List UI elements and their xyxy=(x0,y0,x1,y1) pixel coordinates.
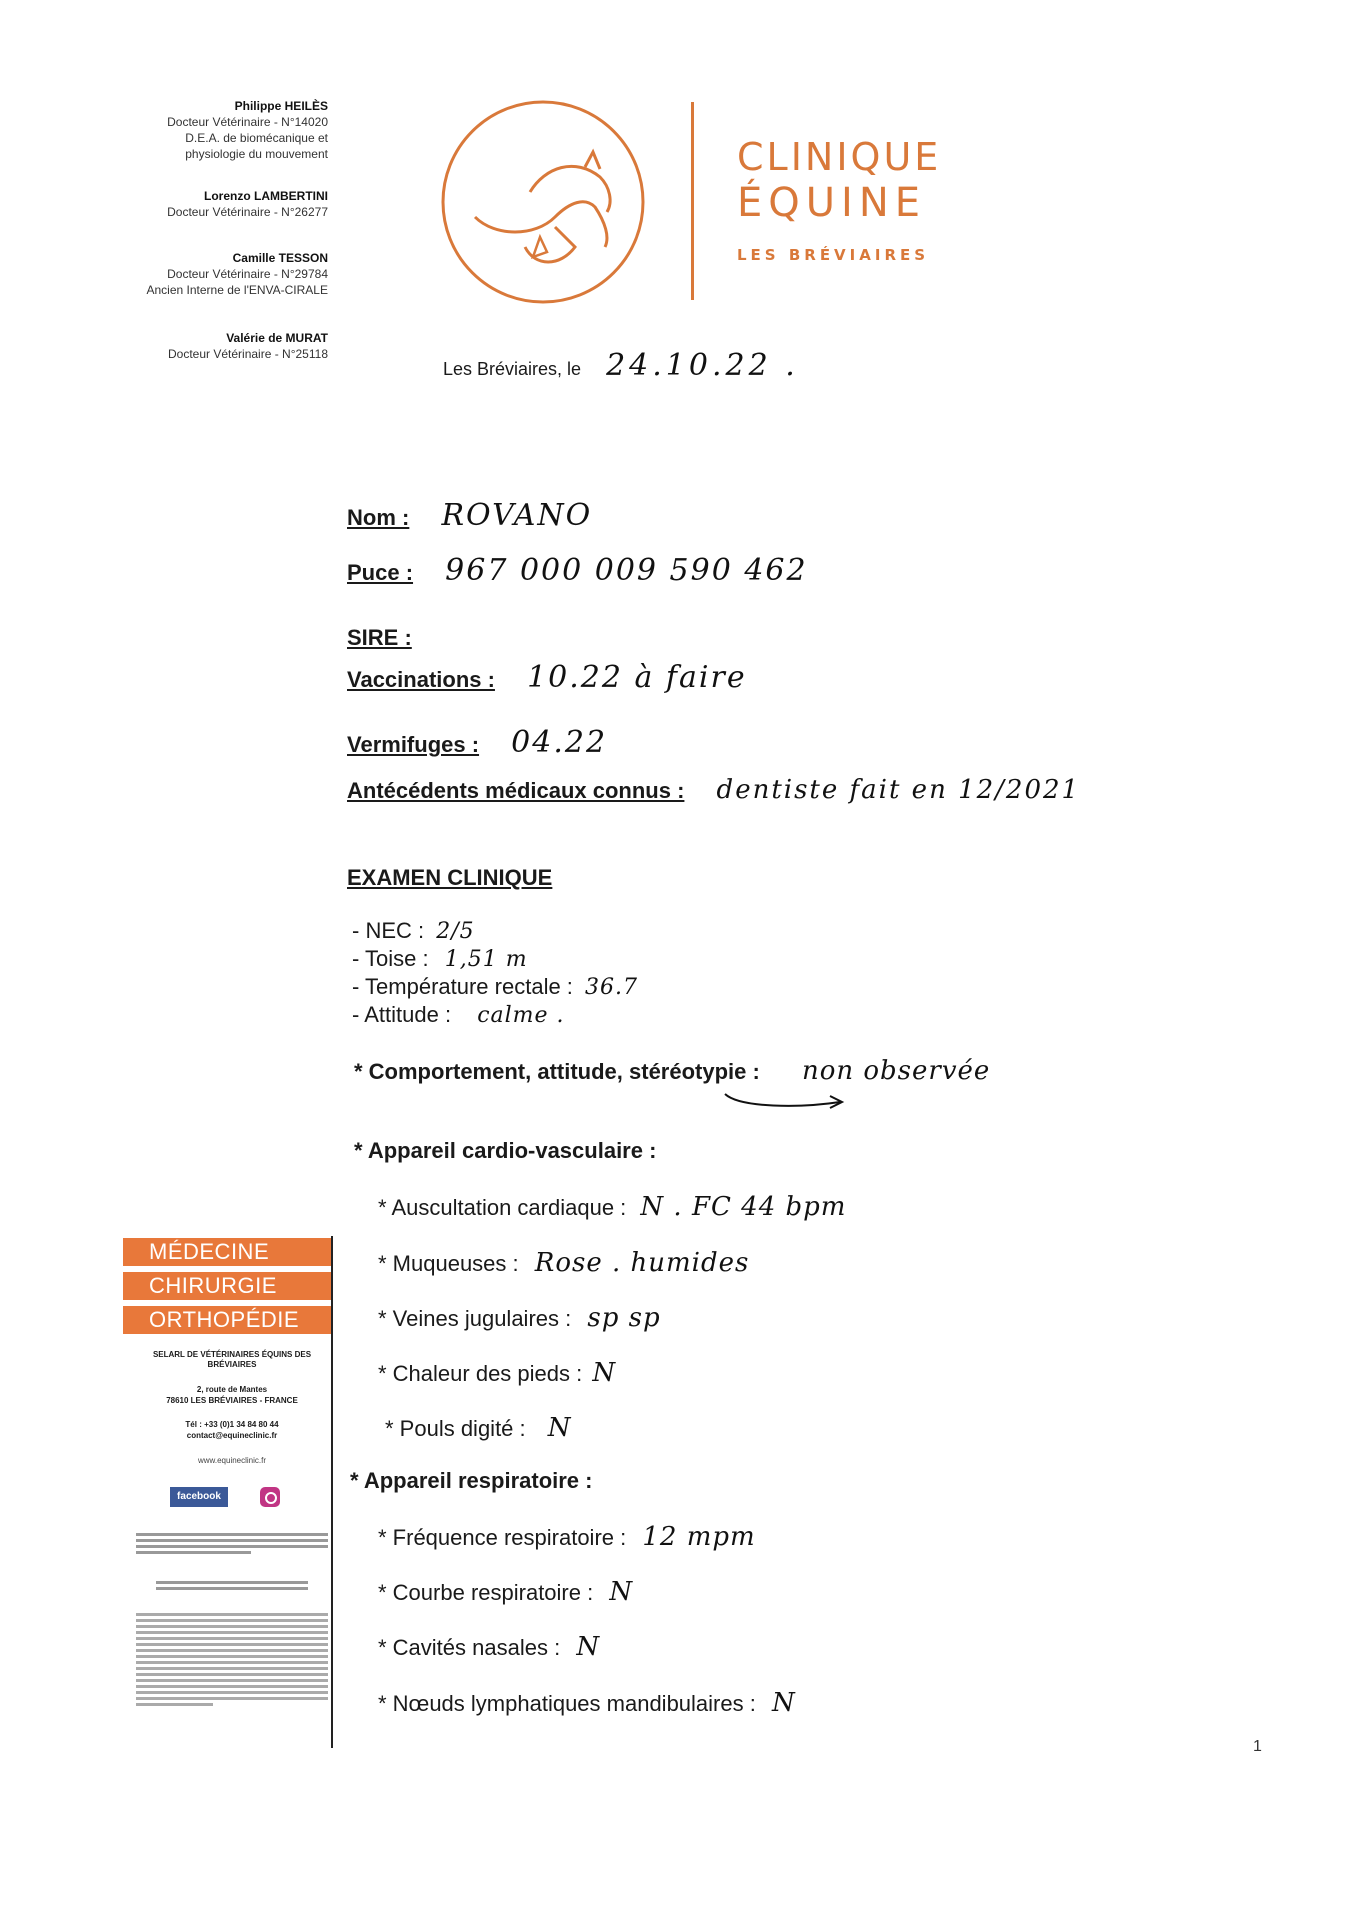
doctor-name: Lorenzo LAMBERTINI xyxy=(204,189,328,203)
auscultation-label: * Auscultation cardiaque : xyxy=(378,1195,627,1220)
exam-toise xyxy=(352,946,528,972)
courbe-value: N xyxy=(609,1577,634,1607)
handwritten-arrow-icon xyxy=(720,1088,850,1114)
puce-label: Puce : xyxy=(347,560,414,585)
exam-title xyxy=(347,865,552,891)
clinic-name-line1: CLINIQUE xyxy=(737,135,942,179)
vaccinations-label: Vaccinations : xyxy=(347,667,495,692)
courbe-label: * Courbe respiratoire : xyxy=(378,1580,594,1605)
noeuds-label: * Nœuds lymphatiques mandibulaires : xyxy=(378,1691,756,1716)
sidebar-divider xyxy=(331,1236,333,1748)
chaleur-label: * Chaleur des pieds : xyxy=(378,1361,583,1386)
exam-noeuds xyxy=(378,1688,796,1718)
frequence-value: 12 mpm xyxy=(642,1522,756,1552)
doctor-line: Ancien Interne de l'ENVA-CIRALE xyxy=(146,283,328,297)
doctor-4 xyxy=(168,330,328,362)
pouls-label: * Pouls digité : xyxy=(385,1416,526,1441)
auscultation-value: N . FC 44 bpm xyxy=(640,1192,847,1222)
band-chirurgie: CHIRURGIE xyxy=(123,1272,331,1300)
doctor-2 xyxy=(167,188,328,220)
legal-notice-1 xyxy=(136,1530,328,1566)
doctor-line: Docteur Vétérinaire - N°14020 xyxy=(167,115,328,129)
doctor-1 xyxy=(167,98,328,162)
veines-value: sp sp xyxy=(587,1303,661,1333)
field-vermifuges xyxy=(347,725,607,760)
exam-comportement xyxy=(354,1056,990,1086)
legal-notice-3 xyxy=(136,1610,328,1740)
nom-value: ROVANO xyxy=(441,498,593,533)
nom-label: Nom : xyxy=(347,505,410,530)
nec-label: - NEC : xyxy=(352,918,425,943)
noeuds-value: N xyxy=(771,1688,796,1718)
exam-courbe xyxy=(378,1577,633,1607)
instagram-icon xyxy=(260,1487,280,1507)
doctor-name: Camille TESSON xyxy=(232,251,328,265)
pouls-value: N xyxy=(547,1413,572,1443)
exam-cavites xyxy=(378,1632,600,1662)
veines-label: * Veines jugulaires : xyxy=(378,1306,572,1331)
resp-title-text: * Appareil respiratoire : xyxy=(350,1468,593,1493)
address-line2: 78610 LES BRÉVIAIRES - FRANCE xyxy=(166,1396,298,1405)
cavites-label: * Cavités nasales : xyxy=(378,1635,561,1660)
comportement-value: non observée xyxy=(801,1056,991,1086)
exam-pouls xyxy=(385,1413,572,1443)
exam-auscultation xyxy=(378,1192,846,1222)
vaccinations-value: 10.22 à faire xyxy=(527,660,747,695)
sire-label: SIRE : xyxy=(347,625,412,650)
muqueuses-label: * Muqueuses : xyxy=(378,1251,519,1276)
clinic-name-line2: ÉQUINE xyxy=(737,180,927,226)
temperature-label: - Température rectale : xyxy=(352,974,573,999)
exam-nec xyxy=(352,918,475,944)
address-line1: 2, route de Mantes xyxy=(196,1385,268,1394)
vermifuges-value: 04.22 xyxy=(511,725,608,760)
date-label: Les Bréviaires, le xyxy=(443,359,582,379)
field-vaccinations xyxy=(347,660,747,695)
doctor-line: physiologie du mouvement xyxy=(185,147,328,161)
exam-temperature xyxy=(352,974,638,1000)
band-medecine: MÉDECINE xyxy=(123,1238,331,1266)
date-line xyxy=(443,348,799,383)
exam-muqueuses xyxy=(378,1248,749,1278)
exam-frequence xyxy=(378,1522,756,1552)
cavites-value: N xyxy=(576,1632,601,1662)
resp-title xyxy=(350,1468,592,1494)
attitude-label: - Attitude : xyxy=(352,1002,452,1027)
field-antecedents xyxy=(347,775,1080,805)
doctor-name: Valérie de MURAT xyxy=(226,331,328,345)
logo-divider xyxy=(691,102,694,300)
exam-title-text: EXAMEN CLINIQUE xyxy=(347,865,553,890)
doctor-3 xyxy=(147,250,329,298)
toise-label: - Toise : xyxy=(352,946,429,971)
cardio-title-text: * Appareil cardio-vasculaire : xyxy=(354,1138,657,1163)
exam-attitude xyxy=(352,1002,565,1028)
puce-value: 967 000 009 590 462 xyxy=(445,553,808,588)
attitude-value: calme . xyxy=(477,1003,565,1028)
phone: Tél : +33 (0)1 34 84 80 44 xyxy=(185,1420,279,1429)
doctor-line: Docteur Vétérinaire - N°26277 xyxy=(167,205,328,219)
doctor-line: D.E.A. de biomécanique et xyxy=(185,131,328,145)
doctor-line: Docteur Vétérinaire - N°25118 xyxy=(168,347,328,361)
comportement-label: * Comportement, attitude, stéréotypie : xyxy=(354,1059,760,1084)
legal-notice-2 xyxy=(136,1578,328,1602)
exam-veines xyxy=(378,1303,661,1333)
email: contact@equineclinic.fr xyxy=(186,1431,278,1440)
band-orthopedie: ORTHOPÉDIE xyxy=(123,1306,331,1334)
clinic-location: LES BRÉVIAIRES xyxy=(737,246,930,264)
exam-chaleur xyxy=(378,1358,616,1388)
doctor-line: Docteur Vétérinaire - N°29784 xyxy=(167,267,328,281)
page-number: 1 xyxy=(1253,1738,1262,1755)
field-puce xyxy=(347,553,808,588)
antecedents-label: Antécédents médicaux connus : xyxy=(347,778,685,803)
field-sire xyxy=(347,618,438,653)
temperature-value: 36.7 xyxy=(585,975,639,1000)
horse-logo-icon xyxy=(435,97,655,307)
nec-value: 2/5 xyxy=(436,919,475,944)
website: www.equineclinic.fr xyxy=(197,1456,267,1465)
doctor-name: Philippe HEILÈS xyxy=(234,99,328,113)
chaleur-value: N xyxy=(592,1358,617,1388)
toise-value: 1,51 m xyxy=(444,947,528,972)
antecedents-value: dentiste fait en 12/2021 xyxy=(716,775,1081,805)
frequence-label: * Fréquence respiratoire : xyxy=(378,1525,627,1550)
company-name: SELARL DE VÉTÉRINAIRES ÉQUINS DES BRÉVIAIRES xyxy=(152,1350,312,1369)
field-nom xyxy=(347,498,592,533)
facebook-icon: facebook xyxy=(170,1487,228,1507)
muqueuses-value: Rose . humides xyxy=(534,1248,750,1278)
vermifuges-label: Vermifuges : xyxy=(347,732,480,757)
cardio-title xyxy=(354,1138,656,1164)
date-value: 24.10.22 . xyxy=(606,348,799,383)
